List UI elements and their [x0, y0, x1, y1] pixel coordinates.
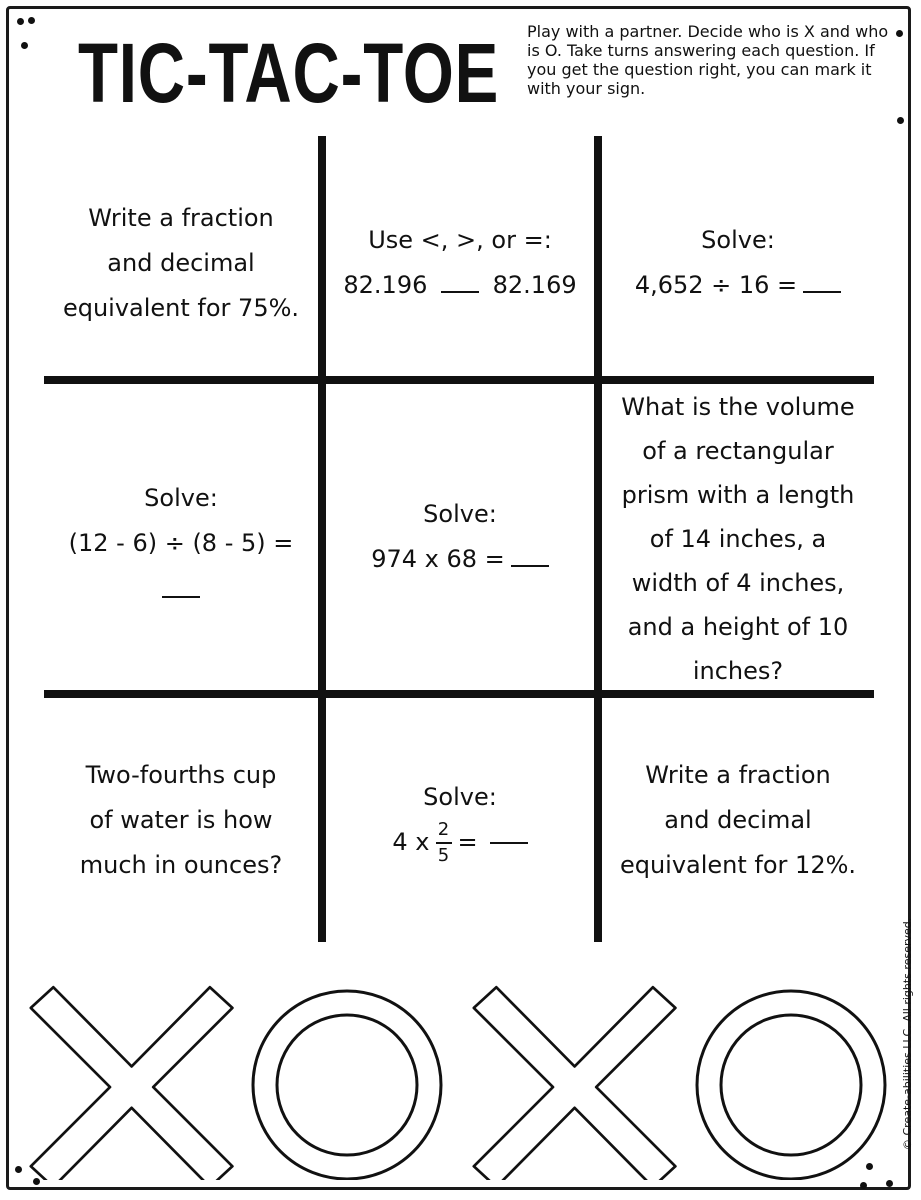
board-cell-3[interactable]	[602, 150, 874, 376]
board-cell-1[interactable]	[44, 150, 318, 376]
whole-number: 4 x	[392, 828, 430, 856]
fraction-bar	[436, 842, 452, 844]
corner-dot	[28, 17, 35, 24]
answer-blank	[803, 290, 841, 293]
question-line: Write a fraction	[88, 203, 274, 232]
answer-blank	[511, 564, 549, 567]
board-cell-7[interactable]	[44, 698, 318, 942]
copyright-notice: © Create-abilities LLC. All rights reserved.	[901, 917, 914, 1150]
board-cell-4[interactable]	[44, 384, 318, 690]
corner-dot	[886, 1180, 893, 1187]
o-shape-icon	[697, 991, 885, 1179]
question-line: of 14 inches, a	[649, 525, 827, 553]
expression-text: (12 - 6) ÷ (8 - 5) =	[68, 529, 294, 557]
question-line: What is the volume	[621, 393, 855, 421]
board-cell-9[interactable]	[602, 698, 874, 942]
question-line: equivalent for 12%.	[619, 850, 857, 879]
fraction-numerator: 2	[437, 818, 450, 840]
comparison-expression	[343, 263, 576, 308]
corner-dot	[17, 18, 24, 25]
question-line: and decimal	[664, 805, 812, 834]
question-heading: Use <, >, or =:	[368, 226, 552, 254]
question-heading: Solve:	[423, 500, 497, 528]
question-heading: Solve:	[701, 226, 775, 254]
question-line: much in ounces?	[79, 850, 283, 879]
question-line: and decimal	[107, 248, 255, 277]
corner-dot	[897, 117, 904, 124]
compare-left-value: 82.196	[343, 271, 428, 299]
answer-blank	[162, 572, 200, 598]
board-cell-8[interactable]	[326, 698, 594, 942]
question-heading: Solve:	[144, 484, 218, 512]
question-heading: Solve:	[423, 782, 497, 811]
x-shape-icon	[31, 987, 233, 1180]
xo-symbols	[0, 980, 921, 1180]
answer-blank	[490, 841, 528, 844]
x-shape-icon	[474, 987, 676, 1180]
question-line: equivalent for 75%.	[62, 293, 300, 322]
expression-text: 4,652 ÷ 16 =	[634, 271, 798, 299]
question-line: prism with a length	[621, 481, 855, 509]
division-expression	[635, 263, 841, 308]
corner-dot	[21, 42, 28, 49]
question-line: and a height of 10	[627, 613, 849, 641]
question-line: of water is how	[89, 805, 273, 834]
grid-line-vertical	[318, 136, 326, 942]
o-shape-icon	[253, 991, 441, 1179]
question-line: width of 4 inches,	[631, 569, 845, 597]
fraction-expression	[392, 820, 527, 866]
question-line: inches?	[692, 657, 784, 685]
board-cell-5[interactable]	[326, 384, 594, 690]
corner-dot	[860, 1182, 867, 1189]
question-line: of a rectangular	[642, 437, 834, 465]
question-line: Two-fourths cup	[85, 760, 277, 789]
fraction-denominator: 5	[437, 844, 450, 866]
answer-blank	[441, 290, 479, 293]
equals-sign: =	[457, 828, 478, 856]
page-title: TIC-TAC-TOE	[78, 26, 500, 120]
board-cell-2[interactable]	[326, 150, 594, 376]
grid-line-vertical	[594, 136, 602, 942]
question-line: Write a fraction	[645, 760, 831, 789]
expression-text: 974 x 68 =	[371, 545, 505, 573]
multiplication-expression	[371, 537, 549, 582]
board-cell-6[interactable]	[602, 388, 874, 690]
instructions: Play with a partner. Decide who is X and who is O. Take turns answering each question. If you get the question right, you can mark it with your sign.	[527, 22, 889, 98]
grid-line-horizontal	[44, 376, 874, 384]
compare-right-value: 82.169	[492, 271, 577, 299]
fraction	[436, 820, 452, 866]
